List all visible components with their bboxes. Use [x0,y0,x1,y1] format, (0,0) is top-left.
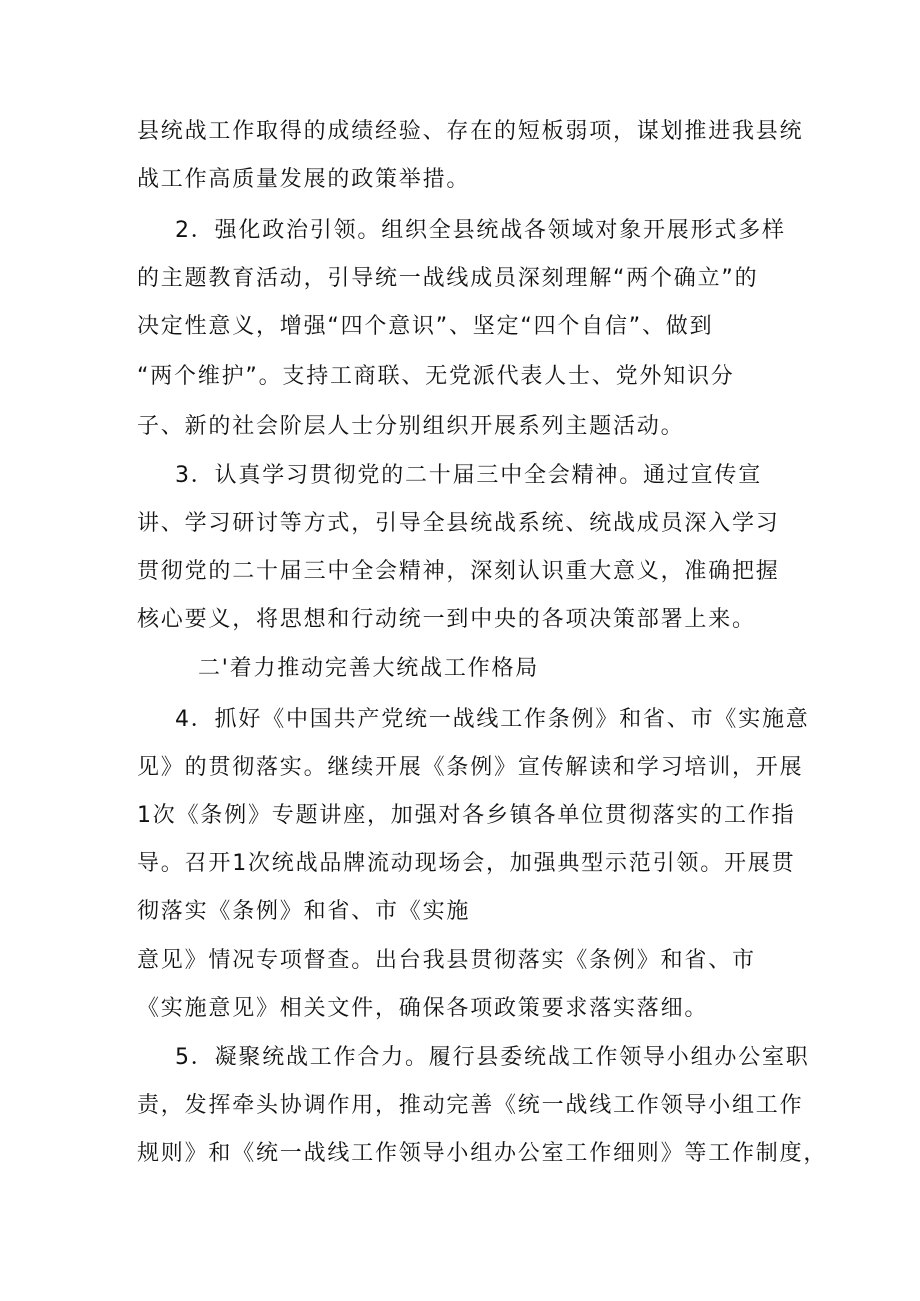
paragraph-2-line-2: 的主题教育活动，引导统一战线成员深刻理解“两个确立”的 [137,266,759,291]
paragraph-5-line-3: 规则》和《统一战线工作领导小组办公室工作细则》等工作制度， [137,1141,828,1166]
paragraph-3-line-2: 讲、学习研讨等方式，引导全县统战系统、统战成员深入学习 [137,511,780,536]
paragraph-5-line-1: 5．凝聚统战工作合力。履行县委统战工作领导小组办公室职 [175,1045,810,1070]
paragraph-4-line-5: 彻落实《条例》和省、市《实施 [137,899,471,924]
paragraph-3-line-4: 核心要义，将思想和行动统一到中央的各项决策部署上来。 [137,607,756,632]
paragraph-4-line-1: 4．抓好《中国共产党统一战线工作条例》和省、市《实施意 [175,707,810,732]
paragraph-4-line-2: 见》的贯彻落实。继续开展《条例》宣传解读和学习培训，开展 [137,755,804,780]
paragraph-5-line-2: 责，发挥牵头协调作用，推动完善《统一战线工作领导小组工作 [137,1093,804,1118]
paragraph-2-line-1: 2．强化政治引领。组织全县统战各领域对象开展形式多样 [175,218,786,243]
section-heading: 二'着力推动完善大统战工作格局 [198,656,540,681]
paragraph-4-line-3: 1次《条例》专题讲座，加强对各乡镇各单位贯彻落实的工作指 [137,803,796,828]
paragraph-2-line-4: “两个维护”。支持工商联、无党派代表人士、党外知识分 [137,364,735,389]
paragraph-4-line-7: 《实施意见》相关文件，确保各项政策要求落实落细。 [137,996,709,1021]
paragraph-2-line-3: 决定性意义，增强“四个意识”、坚定“四个自信”、做到 [137,314,714,339]
paragraph-4-line-4: 导。召开1次统战品牌流动现场会，加强典型示范引领。开展贯 [137,851,796,876]
paragraph-2-line-5: 子、新的社会阶层人士分别组织开展系列主题活动。 [137,414,685,439]
paragraph-1-line-1: 县统战工作取得的成绩经验、存在的短板弱项，谋划推进我县统 [137,119,804,144]
paragraph-3-line-1: 3．认真学习贯彻党的二十届三中全会精神。通过宣传宣 [175,463,762,488]
paragraph-3-line-3: 贯彻党的二十届三中全会精神，深刻认识重大意义，准确把握 [137,559,780,584]
paragraph-4-line-6: 意见》情况专项督查。出台我县贯彻落实《条例》和省、市 [137,948,756,973]
paragraph-1-line-2: 战工作高质量发展的政策举措。 [137,167,471,192]
